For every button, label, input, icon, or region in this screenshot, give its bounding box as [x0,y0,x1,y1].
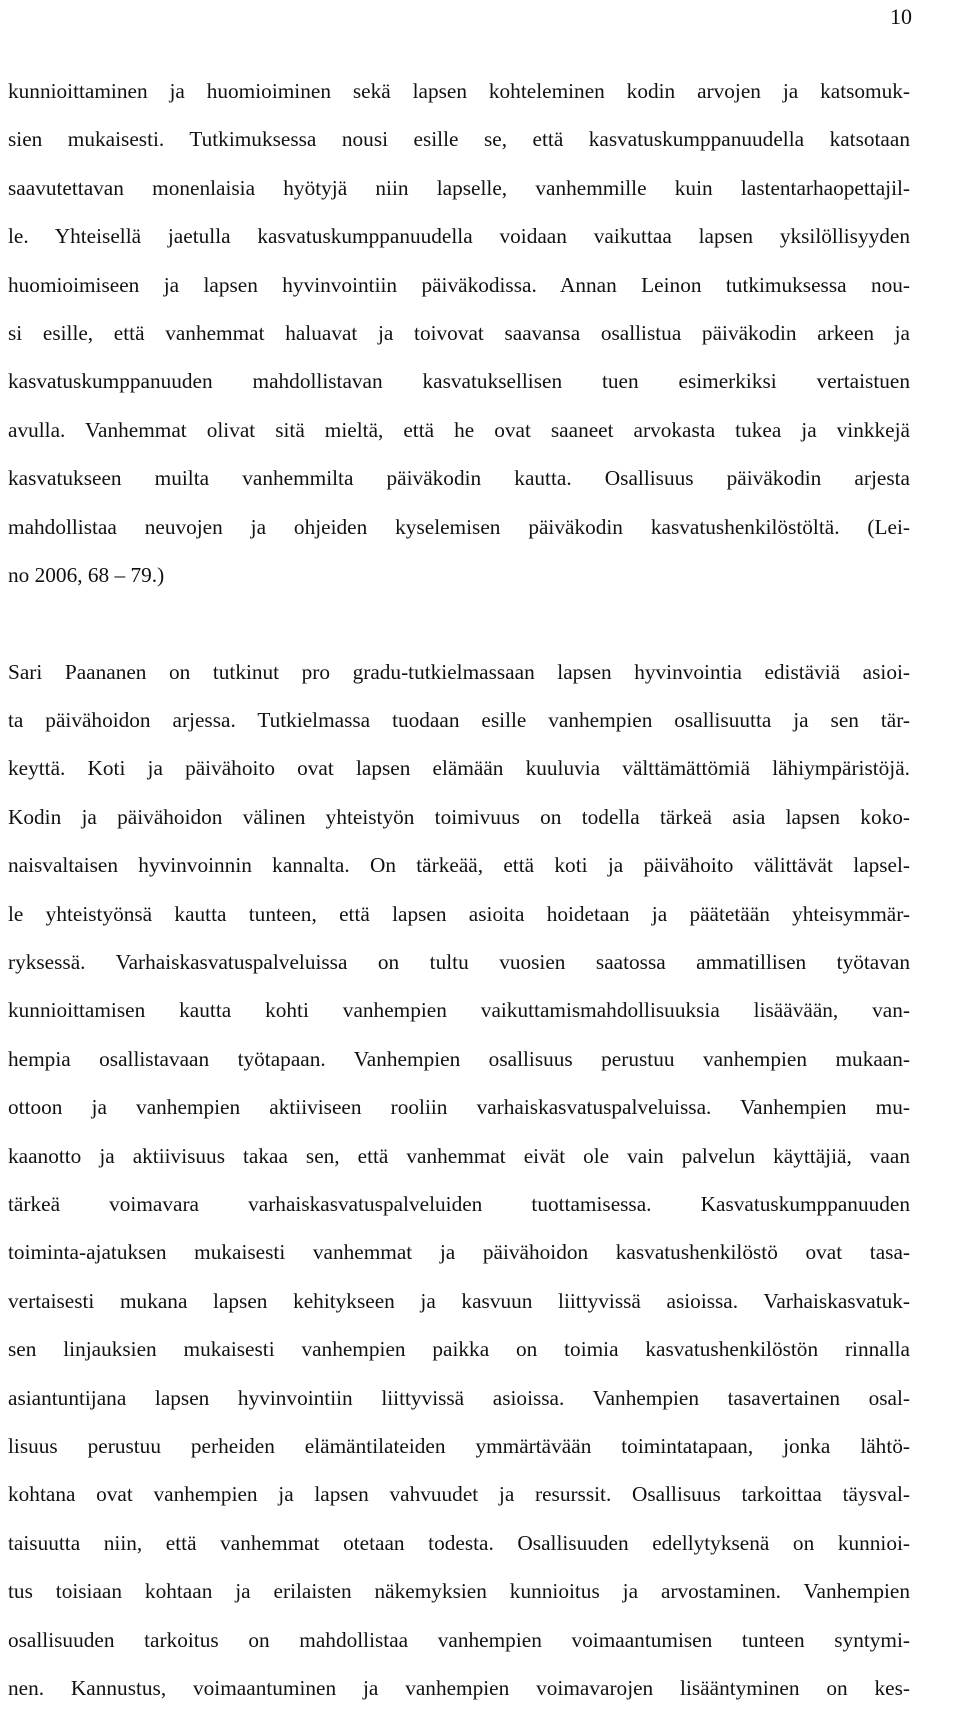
text-line: ta päivähoidon arjessa. Tutkielmassa tuodaan esille vanhempien osallisuutta ja sen tär- [8,708,910,733]
text-line: no 2006, 68 – 79.) [8,562,165,587]
text-line: tärkeä voimavara varhaiskasvatuspalveluiden tuottamisessa. Kasvatuskumppanuuden [8,1191,910,1216]
page-number: 10 [890,4,912,29]
text-line: hempia osallistavaan työtapaan. Vanhempien osallisuus perustuu vanhempien mukaan- [8,1046,910,1071]
text-line: tus toisiaan kohtaan ja erilaisten näkemyksien kunnioitus ja arvostaminen. Vanhempien [8,1579,910,1604]
paragraph [8,67,910,599]
text-line: vertaisesti mukana lapsen kehitykseen ja kasvuun liittyvissä asioissa. Varhaiskasvatuk- [8,1288,910,1313]
text-line: keyttä. Koti ja päivähoito ovat lapsen elämään kuuluvia välttämättömiä lähiympäristöjä. [8,756,910,781]
text-line: osallisuuden tarkoitus on mahdollistaa vanhempien voimaantumisen tunteen syntymi- [8,1627,910,1652]
body-text [8,67,910,1712]
text-line: toiminta-ajatuksen mukaisesti vanhemmat ja päivähoidon kasvatushenkilöstö ovat tasa- [8,1240,910,1265]
text-line: kasvatuskumppanuuden mahdollistavan kasvatuksellisen tuen esimerkiksi vertaistuen [8,369,910,394]
text-line: kunnioittaminen ja huomioiminen sekä lapsen kohteleminen kodin arvojen ja katsomuk- [8,79,910,103]
text-line: kasvatukseen muilta vanhemmilta päiväkodin kautta. Osallisuus päiväkodin arjesta [8,466,910,491]
text-line: naisvaltaisen hyvinvoinnin kannalta. On tärkeää, että koti ja päivähoito välittävät lapsel- [8,853,910,878]
text-line: asiantuntijana lapsen hyvinvointiin liittyvissä asioissa. Vanhempien tasavertainen osal- [8,1385,910,1410]
text-line: huomioimiseen ja lapsen hyvinvointiin päiväkodissa. Annan Leinon tutkimuksessa nou- [8,272,910,297]
text-line: sen linjauksien mukaisesti vanhempien paikka on toimia kasvatushenkilöstön rinnalla [8,1337,910,1362]
text-line: kaanotto ja aktiivisuus takaa sen, että vanhemmat eivät ole vain palvelun käyttäjiä, vaan [8,1143,910,1168]
text-line: taisuutta niin, että vanhemmat otetaan todesta. Osallisuuden edellytyksenä on kunnioi- [8,1530,910,1555]
text-line: lisuus perustuu perheiden elämäntilateiden ymmärtävään toimintatapaan, jonka lähtö- [8,1433,910,1458]
paragraph-spacer [8,599,910,647]
text-line: kunnioittamisen kautta kohti vanhempien vaikuttamismahdollisuuksia lisäävään, van- [8,998,910,1023]
text-line: ryksessä. Varhaiskasvatuspalveluissa on tultu vuosien saatossa ammatillisen työtavan [8,950,910,975]
paragraph [8,648,910,1712]
text-line: le. Yhteisellä jaetulla kasvatuskumppanuudella voidaan vaikuttaa lapsen yksilöllisyyden [8,224,910,249]
text-line: saavutettavan monenlaisia hyötyjä niin lapselle, vanhemmille kuin lastentarhaopettajil- [8,175,910,200]
text-line: nen. Kannustus, voimaantuminen ja vanhempien voimavarojen lisääntyminen on kes- [8,1675,910,1700]
text-line: Kodin ja päivähoidon välinen yhteistyön toimivuus on todella tärkeä asia lapsen koko- [8,804,910,829]
text-line: mahdollistaa neuvojen ja ohjeiden kyselemisen päiväkodin kasvatushenkilöstöltä. (Lei- [8,514,910,539]
text-line: le yhteistyönsä kautta tunteen, että lapsen asioita hoidetaan ja päätetään yhteisymmär- [8,901,910,926]
text-line: ottoon ja vanhempien aktiiviseen rooliin varhaiskasvatuspalveluissa. Vanhempien mu- [8,1095,910,1120]
text-line: kohtana ovat vanhempien ja lapsen vahvuudet ja resurssit. Osallisuus tarkoittaa täysval- [8,1482,910,1507]
text-line: avulla. Vanhemmat olivat sitä mieltä, että he ovat saaneet arvokasta tukea ja vinkkejä [8,417,910,442]
text-line: Sari Paananen on tutkinut pro gradu-tutkielmassaan lapsen hyvinvointia edistäviä asioi- [8,659,910,684]
text-line: sien mukaisesti. Tutkimuksessa nousi esille se, että kasvatuskumppanuudella katsotaan [8,127,910,152]
text-line: si esille, että vanhemmat haluavat ja toivovat saavansa osallistua päiväkodin arkeen ja [8,320,910,345]
